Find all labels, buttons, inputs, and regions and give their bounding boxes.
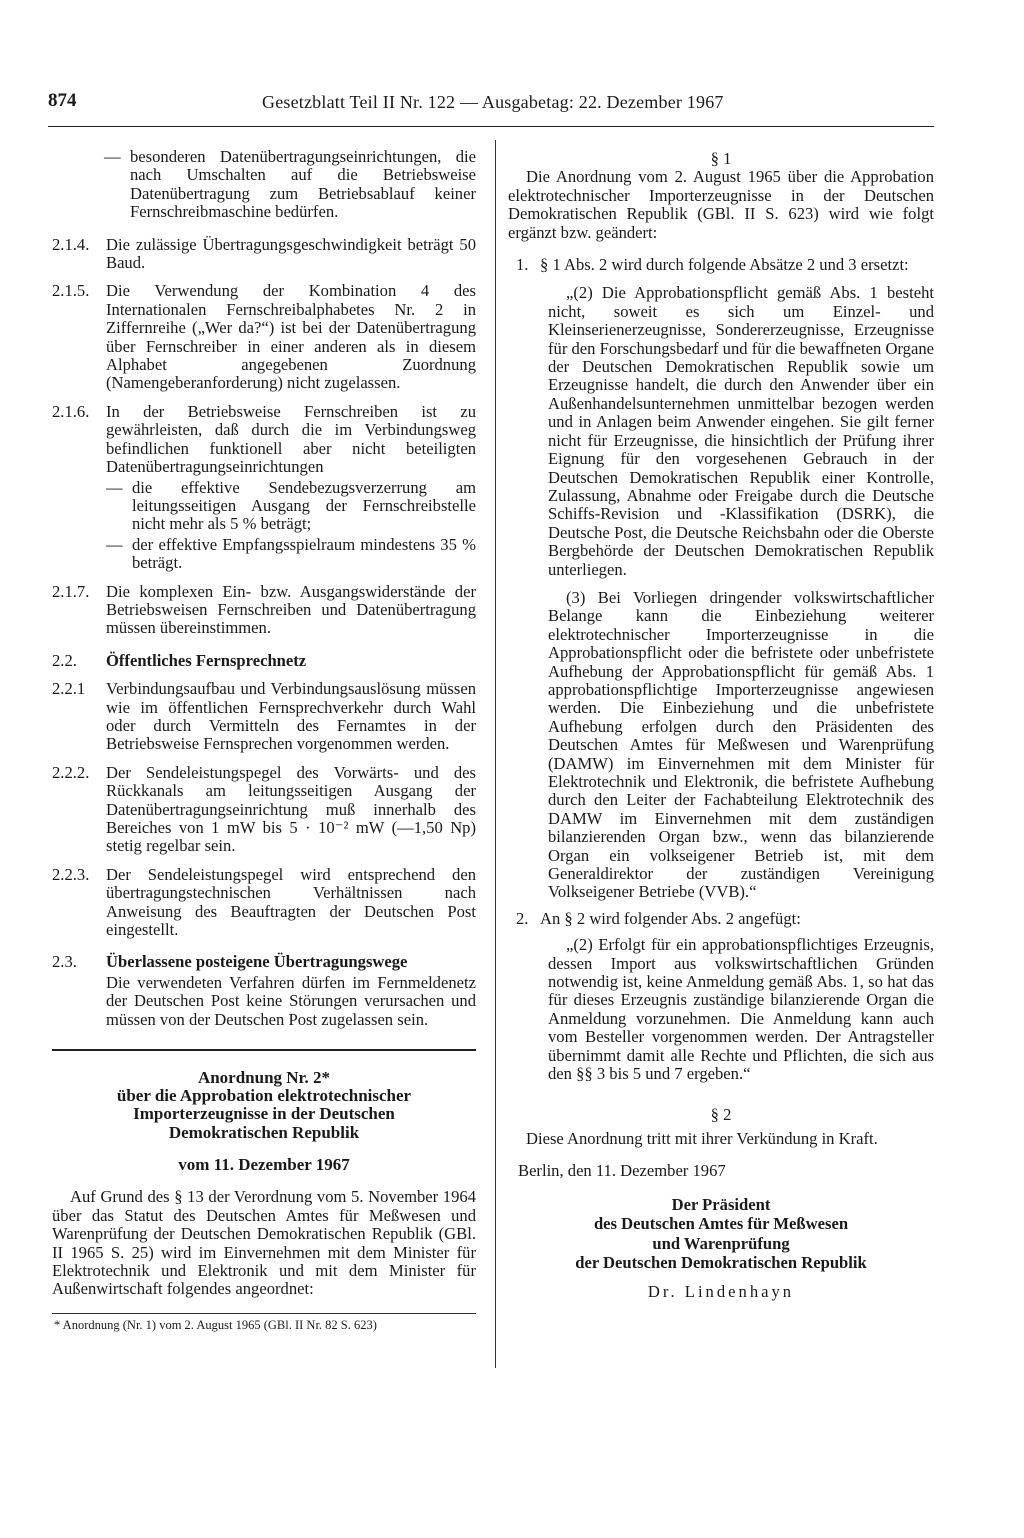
dash-item [106, 479, 476, 534]
dash-item-text: die effektive Sendebezugsverzerrung am leitungsseitigen Ausgang der Fernschreibstelle nicht mehr als 5 % beträgt; [132, 477, 476, 534]
paragraph-1-heading: § 1 [710, 149, 732, 168]
section-text: Der Sendeleistungspegel wird entsprechend den übertragungstechnischen Verhältnissen nach Anweisung des Beauftragten der Deutschen Post eingestellt. [106, 864, 476, 940]
section-number: 2.1.7. [52, 581, 90, 601]
section-text: In der Betriebsweise Fernschreiben ist zu gewährleisten, daß durch die im Verbindungsweg befindlichen funktionell aber nicht beteiligten Datenübertragungseinrichtungen [106, 401, 476, 477]
section-number: 2.2.1 [52, 679, 86, 699]
section-text: Die Verwendung der Kombination 4 des Internationalen Fernschreibalphabetes Nr. 2 in Ziffernreihe („Wer da?“) ist bei der Datenübertragung über Fernschreiber in einer anderen als in diesem Alphabet angegebenen Zuordnung (Namengeberanforderung) nicht zugelassen. [106, 281, 476, 393]
section-2-1-4 [52, 236, 476, 273]
signature-block [508, 1195, 934, 1273]
page-number: 874 [48, 90, 77, 111]
section-heading: Überlassene posteigene Übertragungswege [106, 952, 408, 972]
signature-line: und Warenprüfung [652, 1233, 790, 1253]
section-2-3-heading [52, 953, 476, 971]
ordinance-title [52, 1069, 476, 1142]
paragraph-1-intro: Die Anordnung vom 2. August 1965 über die Approbation elektrotechnischer Importerzeugnisse in der Deutschen Demokratischen Republik (GBl. II S. 623) wird wie folgt ergänzt bzw. geändert: [508, 167, 934, 242]
section-heading: Öffentliches Fernsprechnetz [106, 650, 307, 670]
section-number: 2.1.4. [52, 234, 90, 254]
footnote: * Anordnung (Nr. 1) vom 2. August 1965 (GBl. II Nr. 82 S. 623) [54, 1317, 377, 1332]
quoted-paragraph-abs-2: „(2) Die Approbationspflicht gemäß Abs. 1 besteht nicht, soweit es sich um Einzel- und Kleinserienerzeugnisse, Sondererzeugnisse, Erzeugnisse für den Forschungsbedarf und für die bewaffneten Organe der Deutschen Demokratischen Republik sowie um Erzeugnisse handelt, die durch den Anwender über ein Außenhandelsunternehmen unmittelbar bezogen werden und in Anlagen beim Anwender eingehen. Sie gilt ferner nicht für Erzeugnisse, die hinsichtlich der Prüfung ihrer Eignung für den vorgesehenen Gebrauch in der Deutschen Demokratischen Republik einer Kontrolle, Zulassung, Abnahme oder Freigabe durch die Deutsche Schiffs-Revision und -Klassifikation (DSRK), die Deutsche Post, die Deutsche Reichsbahn oder die Oberste Bergbehörde der Deutschen Demokratischen Republik unterliegen. [548, 283, 934, 579]
section-2-2-1 [52, 680, 476, 754]
section-separator-rule [52, 1049, 476, 1051]
paragraph-2-heading: § 2 [710, 1104, 732, 1124]
right-column [508, 150, 934, 1301]
header-rule [48, 126, 934, 127]
section-2-1-5 [52, 282, 476, 392]
section-text: Der Sendeleistungspegel des Vorwärts- und des Rückkanals am leitungsseitigen Ausgang der Datenübertragungseinrichtung muß innerhalb des Bereiches von 1 mW bis 5 · 10⁻² mW (—1,50 Np) stetig regelbar sein. [106, 762, 476, 856]
ordinance-title-line: Anordnung Nr. 2* [197, 1068, 331, 1088]
paragraph-2-text: Diese Anordnung tritt mit ihrer Verkündung in Kraft. [526, 1128, 878, 1148]
signature-line: Der Präsident [671, 1194, 771, 1214]
ordinance-title-line: Demokratischen Republik [168, 1122, 360, 1142]
quoted-paragraph-abs-3: (3) Bei Vorliegen dringender volkswirtschaftlicher Belange kann die Einbeziehung weiterer elektrotechnischer Importerzeugnisse in die Approbationspflicht oder die befristete oder unbefristete Aufhebung der Approbationspflicht für gemäß Abs. 1 approbationspflichtige Importerzeugnisse angewiesen werden. Die Einbeziehung und die unbefristete Aufhebung erfolgen durch den Präsidenten des Deutschen Amtes für Meßwesen und Warenprüfung (DAMW) im Einvernehmen mit dem Minister für Elektrotechnik und Elektronik, die befristete Aufhebung durch den Leiter der Fachabteilung Elektrotechnik des DAMW im Einvernehmen mit dem zuständigen bilanzierenden Organ bzw., wenn das bilanzierende Organ ein volkseigener Betrieb ist, mit dem Generaldirektor der zuständigen Vereinigung Volkseigener Betriebe (VVB).“ [548, 587, 934, 902]
dash-marker: — [106, 534, 123, 554]
publication-title: Gesetzblatt Teil II Nr. 122 — Ausgabetag: 22. Dezember 1967 [262, 92, 724, 112]
item-text: § 1 Abs. 2 wird durch folgende Absätze 2 und 3 ersetzt: [540, 255, 909, 275]
section-text: Die zulässige Übertragungsgeschwindigkeit beträgt 50 Baud. [106, 234, 476, 273]
left-column [52, 148, 476, 1333]
section-number: 2.1.6. [52, 401, 90, 421]
item-text: An § 2 wird folgender Abs. 2 angefügt: [540, 908, 801, 928]
section-text: Die komplexen Ein- bzw. Ausgangswiderstände der Betriebsweisen Fernschreiben und Datenübertragung müssen übereinstimmen. [106, 581, 476, 638]
dash-item [106, 536, 476, 573]
section-text: Verbindungsaufbau und Verbindungsauslösung müssen wie im öffentlichen Fernsprechverkehr durch Wahl oder durch Vermitteln des Fernamtes in der Betriebsweise Fernsprechen vorgenommen werden. [106, 679, 476, 754]
section-number: 2.3. [52, 952, 77, 972]
page-header [48, 92, 934, 122]
dash-item [52, 148, 476, 222]
section-number: 2.2.2. [52, 762, 90, 782]
dash-marker: — [104, 147, 121, 166]
ordinance-title-line: Importerzeugnisse in der Deutschen [133, 1104, 395, 1124]
section-text: Die verwendeten Verfahren dürfen im Fernmeldenetz der Deutschen Post keine Störungen verursachen und müssen von der Deutschen Post zugelassen sein. [106, 972, 476, 1029]
dash-marker: — [106, 477, 123, 497]
section-2-1-6 [52, 403, 476, 573]
item-number: 1. [516, 255, 529, 275]
column-divider [495, 140, 496, 1368]
dash-item-text: der effektive Empfangsspielraum mindestens 35 % beträgt. [132, 534, 476, 573]
section-2-2-3 [52, 866, 476, 940]
section-2-1-7 [52, 583, 476, 638]
section-2-2-2 [52, 764, 476, 856]
item-number: 2. [516, 908, 529, 928]
section-number: 2.2.3. [52, 864, 90, 884]
signature-line: der Deutschen Demokratischen Republik [575, 1253, 867, 1273]
footnote-rule [52, 1313, 476, 1314]
place-and-date: Berlin, den 11. Dezember 1967 [518, 1161, 726, 1181]
ordinance-date: vom 11. Dezember 1967 [178, 1154, 350, 1174]
preamble: Auf Grund des § 13 der Verordnung vom 5. November 1964 über das Statut des Deutschen Amtes für Meßwesen und Warenprüfung der Deutschen Demokratischen Republik (GBl. II 1965 S. 25) wird im Einvernehmen mit dem Minister für Elektrotechnik und Elektronik und mit dem Minister für Außenwirtschaft folgendes angeordnet: [52, 1187, 476, 1299]
section-2-2-heading [52, 652, 476, 670]
signature-line: des Deutschen Amtes für Meßwesen [593, 1214, 849, 1234]
quoted-paragraph-item-2: „(2) Erfolgt für ein approbationspflichtiges Erzeugnis, dessen Import aus volkswirtschaftlichen Gründen notwendig ist, keine Anmeldung gemäß Abs. 1, so hat das für dieses Erzeugnis zuständige bilanzierende Organ die Anmeldung vorzunehmen. Die Anmeldung kann auch vom Besteller vorgenommen werden. Der Antragsteller übernimmt damit alle Rechte und Pflichten, die sich aus den §§ 3 bis 5 und 7 ergeben.“ [548, 935, 934, 1084]
section-number: 2.2. [52, 650, 77, 670]
amendment-item-2 [508, 910, 934, 928]
section-number: 2.1.5. [52, 281, 90, 301]
amendment-item-1 [508, 256, 934, 274]
section-2-3-body [52, 974, 476, 1029]
dash-item-text: besonderen Datenübertragungseinrichtungen, die nach Umschalten auf die Betriebsweise Datenübertragung zum Betriebsablauf keiner Fernschreibmaschine bedürfen. [130, 147, 476, 222]
ordinance-title-line: über die Approbation elektrotechnischer [116, 1086, 412, 1106]
signatory-name: Dr. Lindenhayn [647, 1281, 795, 1301]
